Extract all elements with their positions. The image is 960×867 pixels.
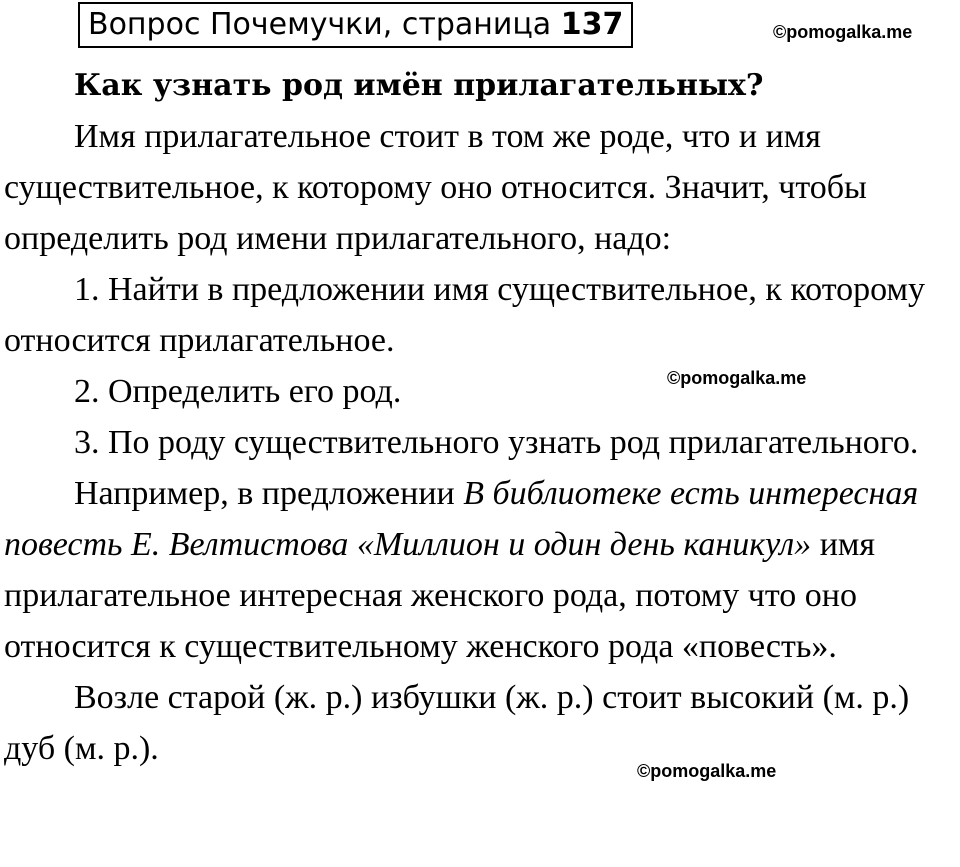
step-2: 2. Определить его род. [74,373,402,410]
example-paragraph [4,468,960,672]
watermark: ©pomogalka.me [637,761,777,781]
final-example: Возле старой (ж. р.) избушки (ж. р.) стоит высокий (м. р.) дуб (м. р.). [4,679,910,767]
step-1: 1. Найти в предложении имя существительное, к которому относится прилагательное. [4,271,925,359]
example-explanation: имя прилагательное интересная женского рода, потому что оно относится к существительному женского рода «повесть». [4,526,876,665]
page-header [78,2,633,48]
page-number: 137 [560,7,624,42]
question-title: Как узнать род имён прилагательных? [74,68,764,103]
watermark: ©pomogalka.me [773,22,913,42]
document-body [4,60,960,774]
example-sentence: В библиотеке есть интересная повесть Е. Велтистова «Миллион и один день каникул» [4,475,919,563]
example-lead: Например, в предложении [74,475,464,512]
header-title: Вопрос Почемучки, страница [88,7,552,42]
step-3: 3. По роду существительного узнать род прилагательного. [74,424,919,461]
intro-paragraph: Имя прилагательное стоит в том же роде, что и имя существительное, к которому оно относится. Значит, чтобы определить род имени прилагательного, надо: [4,118,867,257]
watermark: ©pomogalka.me [667,368,807,388]
